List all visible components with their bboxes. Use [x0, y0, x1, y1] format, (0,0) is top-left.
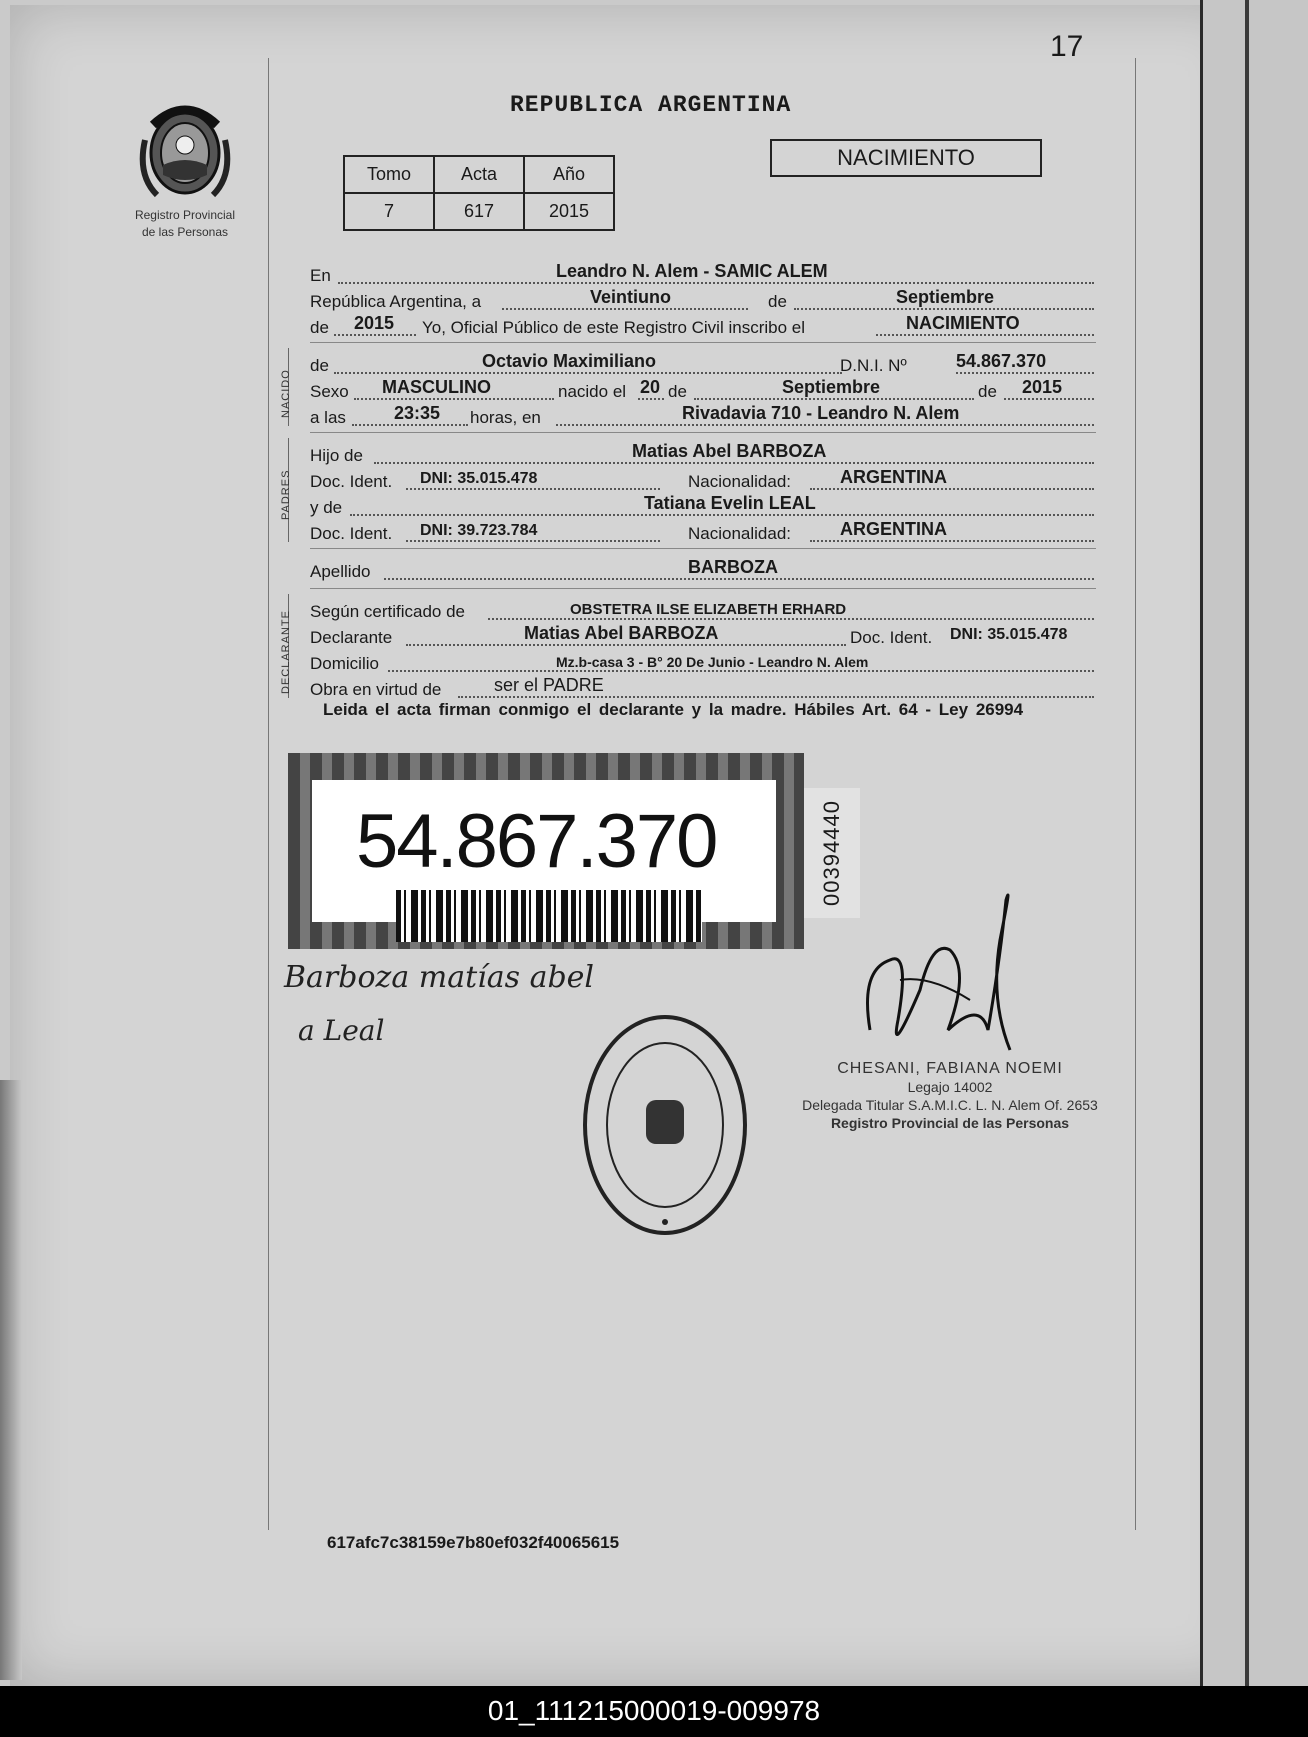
side-label-nacido: NACIDO	[280, 369, 292, 418]
dotted-line	[384, 578, 1094, 580]
table-header-row	[344, 156, 614, 193]
side-label-padres: PADRES	[280, 469, 292, 520]
value-acta: 617	[434, 193, 524, 230]
label-a-las: a las	[310, 408, 346, 427]
misiones-coat-of-arms-icon	[137, 95, 233, 205]
value-surname: BARBOZA	[688, 557, 778, 577]
row-en	[310, 262, 1090, 288]
page-shadow	[0, 1080, 22, 1680]
value-place: Leandro N. Alem - SAMIC ALEM	[556, 261, 828, 281]
value-sex: MASCULINO	[382, 377, 491, 397]
logo-caption-line1: Registro Provincial	[134, 208, 236, 222]
value-child-dni: 54.867.370	[956, 351, 1047, 371]
document-hash: 617afc7c38159e7b80ef032f40065615	[327, 1533, 620, 1552]
row-time	[310, 404, 1090, 430]
section-divider	[310, 548, 1096, 549]
value-declarant-dni: DNI: 35.015.478	[950, 626, 1068, 643]
dotted-line	[810, 488, 1094, 490]
closing-note: Leida el acta firman conmigo el declarante y la madre. Hábiles Art. 64 - Ley 26994	[323, 700, 1024, 719]
dotted-line	[350, 514, 1094, 516]
label-nacido-el: nacido el	[558, 382, 627, 401]
value-ano: 2015	[524, 193, 614, 230]
dotted-line	[638, 398, 664, 400]
value-month: Septiembre	[896, 287, 995, 307]
value-father-dni: DNI: 35.015.478	[420, 470, 538, 487]
label-sexo: Sexo	[310, 382, 349, 401]
label-doc-ident: Doc. Ident.	[310, 472, 393, 491]
signature-icon	[860, 880, 1020, 1070]
official-legajo: Legajo 14002	[907, 1079, 993, 1095]
dotted-line	[694, 398, 974, 400]
binder-line	[1245, 0, 1249, 1686]
row-year	[310, 314, 1090, 340]
row-certificate	[310, 598, 1090, 624]
dotted-line	[406, 488, 660, 490]
row-republica	[310, 288, 1090, 314]
header-acta: Acta	[434, 156, 524, 193]
dotted-line	[354, 398, 554, 400]
label-horas-en: horas, en	[470, 408, 541, 427]
label-hijo-de: Hijo de	[310, 446, 363, 465]
row-father-doc	[310, 468, 1090, 494]
value-birth-day: 20	[640, 377, 661, 397]
sticker-serial: 00394440	[819, 800, 844, 906]
label-segun-cert: Según certificado de	[310, 602, 465, 621]
label-apellido: Apellido	[310, 562, 371, 581]
row-sex	[310, 378, 1090, 404]
label-yo-oficial: Yo, Oficial Público de este Registro Civil inscribo el	[422, 318, 805, 337]
page-number: 17	[1050, 30, 1084, 63]
registry-table	[343, 155, 615, 231]
dotted-line	[488, 618, 1094, 620]
table-row	[344, 193, 614, 230]
value-birth-month: Septiembre	[782, 377, 881, 397]
value-birth-place: Rivadavia 710 - Leandro N. Alem	[682, 403, 960, 423]
value-father-name: Matias Abel BARBOZA	[632, 441, 827, 461]
dotted-line	[334, 334, 416, 336]
dotted-line	[956, 372, 1094, 374]
dotted-line	[374, 462, 1094, 464]
label-de-year: de	[310, 318, 329, 337]
label-domicilio: Domicilio	[310, 654, 379, 673]
label-republica: República Argentina, a	[310, 292, 482, 311]
value-address: Mz.b-casa 3 - B° 20 De Junio - Leandro N. Alem	[556, 654, 869, 670]
value-day-text: Veintiuno	[590, 287, 671, 307]
dotted-line	[810, 540, 1094, 542]
section-divider	[310, 342, 1096, 343]
label-de3: de	[978, 382, 997, 401]
label-obra-virtud: Obra en virtud de	[310, 680, 442, 699]
dotted-line	[352, 424, 468, 426]
label-nacionalidad: Nacionalidad:	[688, 524, 792, 543]
label-en: En	[310, 266, 331, 285]
registry-seal-icon	[580, 1010, 750, 1240]
value-by-virtue: ser el PADRE	[494, 675, 604, 695]
dotted-line	[338, 282, 1094, 284]
value-child-name: Octavio Maximiliano	[482, 351, 657, 371]
row-mother	[310, 494, 1090, 520]
document-title: REPUBLICA ARGENTINA	[510, 92, 792, 118]
label-nacido-de: de	[310, 356, 329, 375]
handwritten-mother: a Leal	[298, 1014, 385, 1047]
dotted-line	[1004, 398, 1094, 400]
section-divider	[310, 432, 1096, 433]
logo-caption-line2: de las Personas	[141, 225, 229, 239]
value-inscribed: NACIMIENTO	[906, 313, 1020, 333]
row-declarant	[310, 624, 1090, 650]
row-address	[310, 650, 1090, 676]
sticker-label	[312, 780, 776, 922]
barcode-icon	[396, 890, 702, 942]
section-divider	[310, 588, 1096, 589]
value-tomo: 7	[344, 193, 434, 230]
label-nacionalidad: Nacionalidad:	[688, 472, 792, 491]
label-doc-ident2: Doc. Ident.	[850, 628, 933, 647]
official-role: Delegada Titular S.A.M.I.C. L. N. Alem Of. 2653	[802, 1097, 1098, 1113]
dotted-line	[406, 540, 660, 542]
side-label-declarante: DECLARANTE	[280, 610, 292, 694]
row-father	[310, 442, 1090, 468]
official-signature	[860, 880, 1020, 1075]
official-info	[800, 1060, 1100, 1132]
official-seal	[580, 1010, 750, 1245]
value-year: 2015	[354, 313, 395, 333]
sticker-number: 54.867.370	[356, 799, 717, 884]
dotted-line	[334, 372, 842, 374]
official-name: CHESANI, FABIANA NOEMI	[837, 1060, 1063, 1077]
value-birth-year: 2015	[1022, 377, 1063, 397]
dni-sticker	[288, 753, 804, 949]
label-declarante: Declarante	[310, 628, 393, 647]
dotted-line	[794, 308, 1094, 310]
label-de2: de	[668, 382, 687, 401]
value-mother-dni: DNI: 39.723.784	[420, 522, 538, 539]
dotted-line	[388, 670, 1094, 672]
label-doc-ident: Doc. Ident.	[310, 524, 393, 543]
dotted-line	[556, 424, 1094, 426]
image-id-footer: 01_111215000019-009978	[0, 1686, 1308, 1737]
row-child	[310, 352, 1090, 378]
row-surname	[310, 558, 1090, 584]
header-ano: Año	[524, 156, 614, 193]
dotted-line	[876, 334, 1094, 336]
act-type-box: NACIMIENTO	[770, 139, 1042, 177]
label-dni-no: D.N.I. Nº	[840, 356, 907, 375]
label-de: de	[768, 292, 787, 311]
row-mother-doc	[310, 520, 1090, 546]
official-registry: Registro Provincial de las Personas	[830, 1115, 1070, 1131]
serial-tag	[804, 788, 860, 918]
label-y-de: y de	[310, 498, 343, 517]
value-certificate-by: OBSTETRA ILSE ELIZABETH ERHARD	[570, 601, 847, 618]
handwritten-father: Barboza matías abel	[284, 960, 595, 995]
value-mother-name: Tatiana Evelin LEAL	[644, 493, 816, 513]
binder-edge	[1200, 0, 1308, 1686]
registry-logo	[120, 95, 250, 239]
header-tomo: Tomo	[344, 156, 434, 193]
dotted-line	[502, 308, 748, 310]
dotted-line	[406, 644, 846, 646]
value-father-nationality: ARGENTINA	[840, 467, 947, 487]
value-birth-time: 23:35	[394, 403, 441, 423]
value-declarant: Matias Abel BARBOZA	[524, 623, 719, 643]
value-mother-nationality: ARGENTINA	[840, 519, 947, 539]
